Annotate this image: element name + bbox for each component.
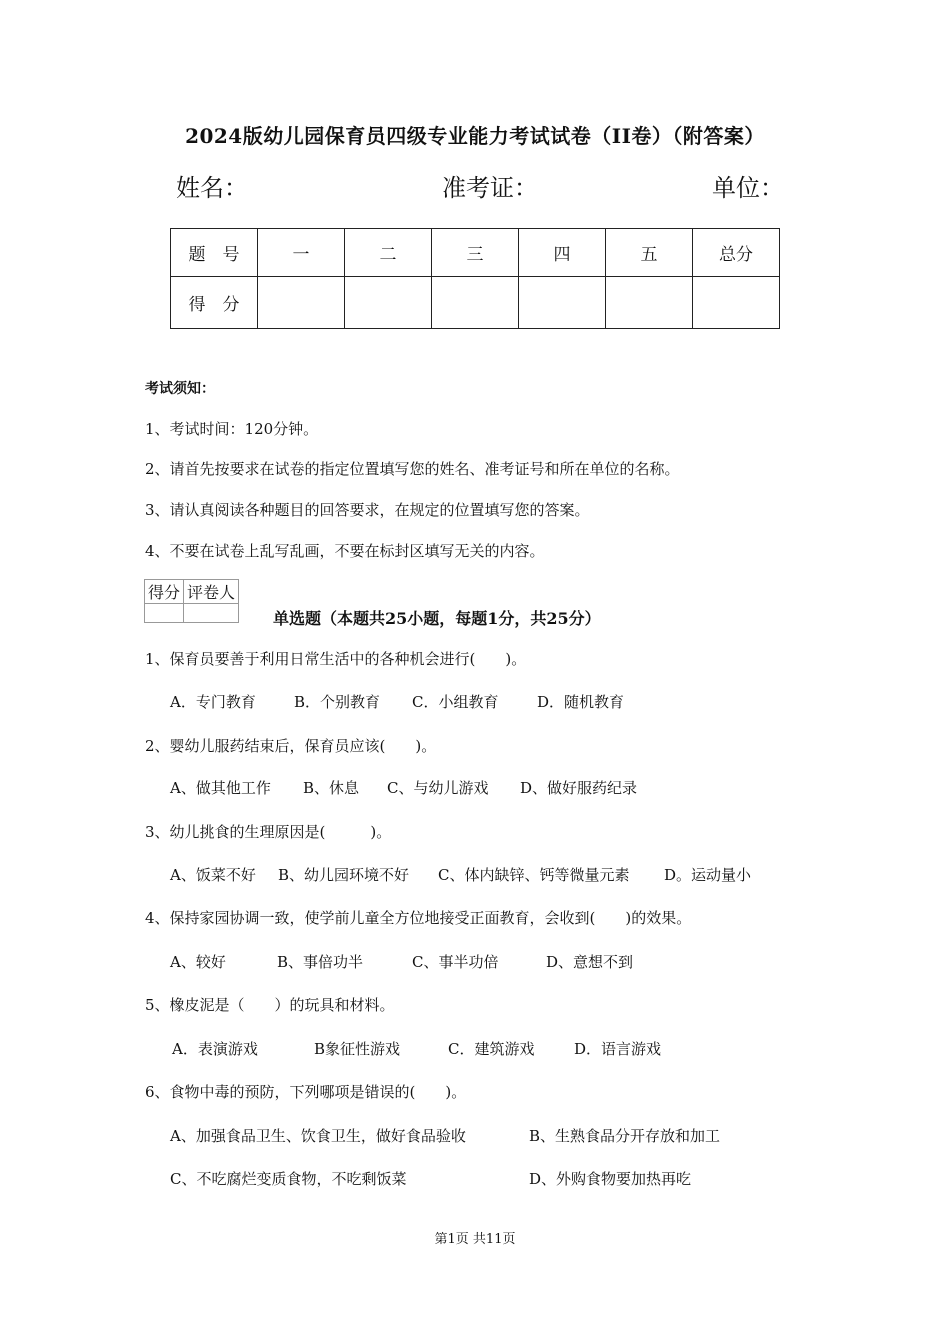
question-option: B．个别教育	[294, 693, 381, 711]
score-header-cell: 一	[258, 229, 345, 277]
notice-item: 4、不要在试卷上乱写乱画，不要在标封区填写无关的内容。	[145, 542, 545, 560]
score-table	[170, 228, 780, 329]
question-option: B、幼儿园环境不好	[278, 866, 410, 884]
question-option: C、体内缺锌、钙等微量元素	[438, 866, 630, 884]
question-option: A、较好	[170, 953, 226, 971]
question-stem: 3、幼儿挑食的生理原因是( )。	[145, 823, 392, 841]
question-option: B象征性游戏	[314, 1040, 401, 1058]
score-blank-cell[interactable]	[519, 277, 606, 329]
score-header-cell: 四	[519, 229, 606, 277]
question-option: D．语言游戏	[574, 1040, 662, 1058]
exam-title: 2024版幼儿园保育员四级专业能力考试试卷（II卷）（附答案）	[185, 124, 765, 148]
score-table-header-row	[171, 229, 780, 277]
question-option: D、做好服药纪录	[520, 779, 638, 797]
score-header-cell: 二	[345, 229, 432, 277]
notice-item: 2、请首先按要求在试卷的指定位置填写您的姓名、准考证号和所在单位的名称。	[145, 460, 680, 478]
question-option: A、饭菜不好	[170, 866, 256, 884]
question-option: B、事倍功半	[277, 953, 364, 971]
question-option: D。运动量小	[664, 866, 752, 884]
score-table-score-row	[171, 277, 780, 329]
grader-box	[144, 579, 239, 623]
question-option: D、外购食物要加热再吃	[529, 1170, 692, 1188]
section-title: 单选题（本题共25小题，每题1分，共25分）	[273, 609, 601, 628]
question-option: B、生熟食品分开存放和加工	[529, 1127, 721, 1145]
question-option: D、意想不到	[546, 953, 634, 971]
question-stem: 2、婴幼儿服药结束后，保育员应该( )。	[145, 737, 437, 755]
question-option: A、加强食品卫生、饮食卫生，做好食品验收	[170, 1127, 466, 1145]
score-blank-cell[interactable]	[345, 277, 432, 329]
page-footer: 第1页 共11页	[434, 1232, 516, 1247]
grader-score-blank[interactable]	[145, 604, 184, 623]
question-option: A．专门教育	[170, 693, 256, 711]
score-header-cell: 题 号	[171, 229, 258, 277]
score-header-cell: 总分	[693, 229, 780, 277]
exam-number-label: 准考证：	[442, 174, 538, 202]
grader-name-label: 评卷人	[184, 580, 239, 604]
notice-item: 3、请认真阅读各种题目的回答要求，在规定的位置填写您的答案。	[145, 501, 590, 519]
score-blank-cell[interactable]	[258, 277, 345, 329]
question-option: C．小组教育	[412, 693, 499, 711]
question-stem: 6、食物中毒的预防，下列哪项是错误的( )。	[145, 1083, 467, 1101]
score-blank-cell[interactable]	[432, 277, 519, 329]
question-stem: 5、橡皮泥是（ ）的玩具和材料。	[145, 996, 395, 1014]
question-option: A．表演游戏	[172, 1040, 258, 1058]
question-stem: 4、保持家园协调一致，使学前儿童全方位地接受正面教育，会收到( )的效果。	[145, 909, 692, 927]
notice-heading: 考试须知：	[145, 381, 215, 397]
question-option: B、休息	[303, 779, 360, 797]
question-option: A、做其他工作	[170, 779, 271, 797]
question-option: C．建筑游戏	[448, 1040, 535, 1058]
grader-score-label: 得分	[145, 580, 184, 604]
question-option: D．随机教育	[537, 693, 625, 711]
question-option: C、事半功倍	[412, 953, 499, 971]
score-row-label: 得 分	[171, 277, 258, 329]
question-option: C、不吃腐烂变质食物，不吃剩饭菜	[170, 1170, 407, 1188]
score-header-cell: 五	[606, 229, 693, 277]
notice-item: 1、考试时间：120分钟。	[145, 420, 319, 438]
score-blank-cell[interactable]	[693, 277, 780, 329]
score-header-cell: 三	[432, 229, 519, 277]
unit-label: 单位：	[712, 174, 784, 202]
score-blank-cell[interactable]	[606, 277, 693, 329]
question-stem: 1、保育员要善于利用日常生活中的各种机会进行( )。	[145, 650, 527, 668]
name-label: 姓名：	[176, 174, 248, 202]
grader-name-blank[interactable]	[184, 604, 239, 623]
question-option: C、与幼儿游戏	[387, 779, 489, 797]
